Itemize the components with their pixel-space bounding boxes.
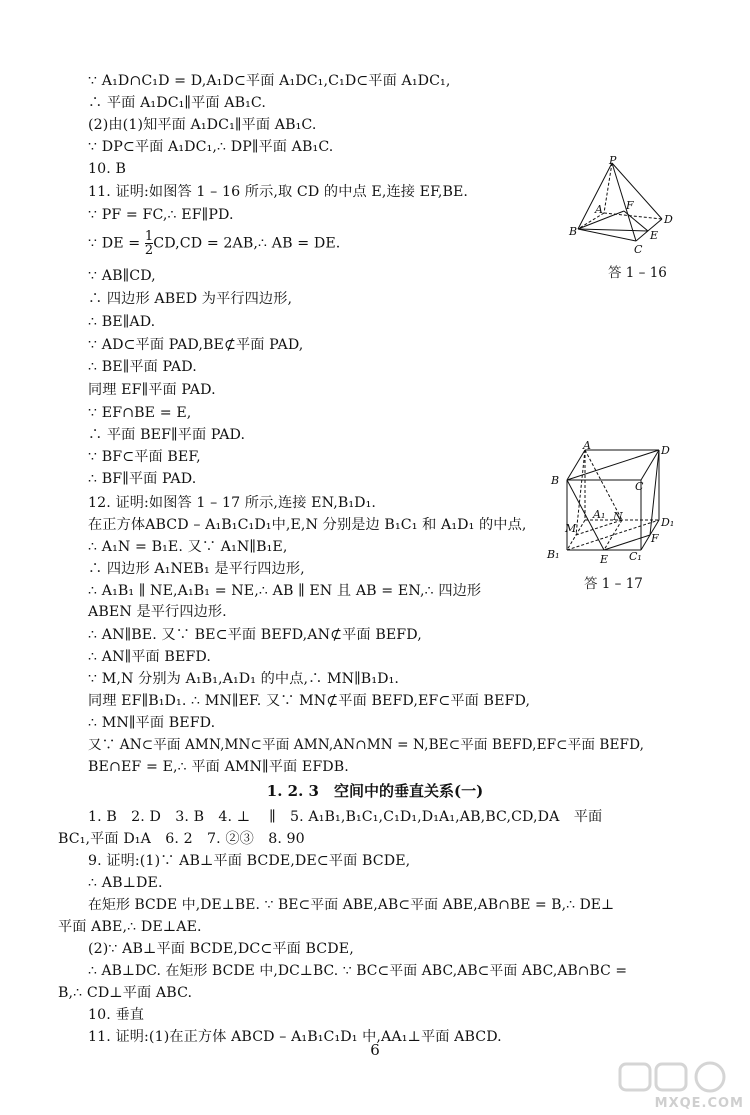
text-line: ∴ A₁B₁ ∥ NE,A₁B₁ = NE,∴ AB ∥ EN 且 AB = EN,∴ 四边形 [88,583,482,599]
label-F: F [626,199,634,212]
text-line: ∴ AN∥平面 BEFD. [88,649,211,665]
label-C: C [635,480,644,493]
text-line: 1. B 2. D 3. B 4. ⊥ ∥ 5. A₁B₁,B₁C₁,C₁D₁,D₁A₁,AB,BC,CD,DA 平面 [88,809,603,825]
pyramid-figure-16 [568,155,688,255]
label-A: A [595,203,603,216]
text-line: ∴ BE∥AD. [88,314,156,330]
text-line: 11. 证明:(1)在正方体 ABCD – A₁B₁C₁D₁ 中,AA₁⊥平面 ABCD. [88,1029,502,1045]
watermark-text: MXQE.COM [654,1096,744,1111]
text-line: 11. 证明:如图答 1 – 16 所示,取 CD 的中点 E,连接 EF,BE. [88,184,469,200]
text-line: ∴ 平面 BEF∥平面 PAD. [88,427,246,443]
text-line: ∴ BE∥平面 PAD. [88,359,197,375]
fraction-pre: ∵ DE = [88,235,145,252]
text-line: 12. 证明:如图答 1 – 17 所示,连接 EN,B₁D₁. [88,495,377,511]
text-line: 同理 EF∥平面 PAD. [88,382,216,398]
text-line: BE∩EF = E,∴ 平面 AMN∥平面 EFDB. [88,759,349,775]
label-A: A [583,440,591,452]
section-title: 1. 2. 3 空间中的垂直关系(一) [266,782,484,800]
label-E: E [650,229,659,242]
text-line: ∴ AB⊥DE. [88,875,163,891]
text-line: 又∵ AN⊂平面 AMN,MN⊂平面 AMN,AN∩MN = N,BE⊂平面 BEFD,EF⊂平面 BEFD, [88,737,645,753]
text-line: 同理 EF∥B₁D₁. ∴ MN∥EF. 又∵ MN⊄平面 BEFD,EF⊂平面 BEFD, [88,693,531,709]
figure-16-caption: 答 1 – 16 [608,265,667,281]
text-line: B,∴ CD⊥平面 ABC. [58,985,193,1001]
text-line: ∴ A₁N = B₁E. 又∵ A₁N∥B₁E, [88,539,288,555]
text-line: 在正方体ABCD – A₁B₁C₁D₁中,E,N 分别是边 B₁C₁ 和 A₁D₁ 的中点, [88,517,527,533]
fraction-line [88,230,340,257]
label-B: B [569,225,578,238]
text-line: ∴ BF∥平面 PAD. [88,471,197,487]
text-line: ∵ AD⊂平面 PAD,BE⊄平面 PAD, [88,337,304,353]
text-line: 在矩形 BCDE 中,DE⊥BE. ∵ BE⊂平面 ABE,AB⊂平面 ABE,AB∩BE = B,∴ DE⊥ [88,897,615,913]
text-line: 10. B [88,161,126,177]
text-line: ∵ DP⊂平面 A₁DC₁,∴ DP∥平面 AB₁C. [88,139,334,155]
text-line: ∵ AB∥CD, [88,268,156,284]
figure-17-caption: 答 1 – 17 [584,576,643,592]
label-M: M [565,522,577,535]
label-C1: C₁ [629,550,642,563]
text-line: ∴ 平面 A₁DC₁∥平面 AB₁C. [88,95,266,111]
text-line: 9. 证明:(1)∵ AB⊥平面 BCDE,DE⊂平面 BCDE, [88,853,411,869]
fraction [145,230,153,257]
text-line: 10. 垂直 [88,1007,145,1023]
text-line: 平面 ABE,∴ DE⊥AE. [58,919,202,935]
text-line: BC₁,平面 D₁A 6. 2 7. ②③ 8. 90 [58,831,305,847]
page-number: 6 [370,1041,380,1059]
text-line: ∴ AN∥BE. 又∵ BE⊂平面 BEFD,AN⊄平面 BEFD, [88,627,422,643]
label-C: C [634,243,643,255]
text-line: (2)∵ AB⊥平面 BCDE,DC⊂平面 BCDE, [88,941,354,957]
label-D: D [661,444,670,457]
text-line: ∴ 四边形 ABED 为平行四边形, [88,291,293,307]
text-line: ∵ A₁D∩C₁D = D,A₁D⊂平面 A₁DC₁,C₁D⊂平面 A₁DC₁, [88,73,451,89]
text-line: ∴ AB⊥DC. 在矩形 BCDE 中,DC⊥BC. ∵ BC⊂平面 ABC,AB⊂平面 ABC,AB∩BC = [88,963,628,979]
label-B: B [551,474,560,487]
watermark-logo-icon [598,1058,748,1098]
text-line: ∵ BF⊂平面 BEF, [88,449,201,465]
label-A1: A₁ [593,508,606,521]
label-D: D [664,213,673,226]
watermark [598,1058,748,1113]
text-line: ∵ PF = FC,∴ EF∥PD. [88,207,234,223]
text-line: ∵ M,N 分别为 A₁B₁,A₁D₁ 的中点,∴ MN∥B₁D₁. [88,671,399,687]
text-line: ABEN 是平行四边形. [88,604,227,620]
text-line: ∵ EF∩BE = E, [88,405,192,421]
fraction-denominator: 2 [144,243,154,258]
cube-figure-17 [543,440,683,570]
label-B1: B₁ [547,548,560,561]
fraction-post: CD,CD = 2AB,∴ AB = DE. [153,235,341,252]
label-N: N [613,510,623,523]
label-P: P [609,155,617,167]
text-line: (2)由(1)知平面 A₁DC₁∥平面 AB₁C. [88,117,317,133]
text-line: ∴ MN∥平面 BEFD. [88,715,216,731]
label-D1: D₁ [661,516,675,529]
fraction-numerator: 1 [144,229,154,244]
label-F: F [651,532,659,545]
label-E: E [600,553,609,566]
text-line: ∴ 四边形 A₁NEB₁ 是平行四边形, [88,561,305,577]
